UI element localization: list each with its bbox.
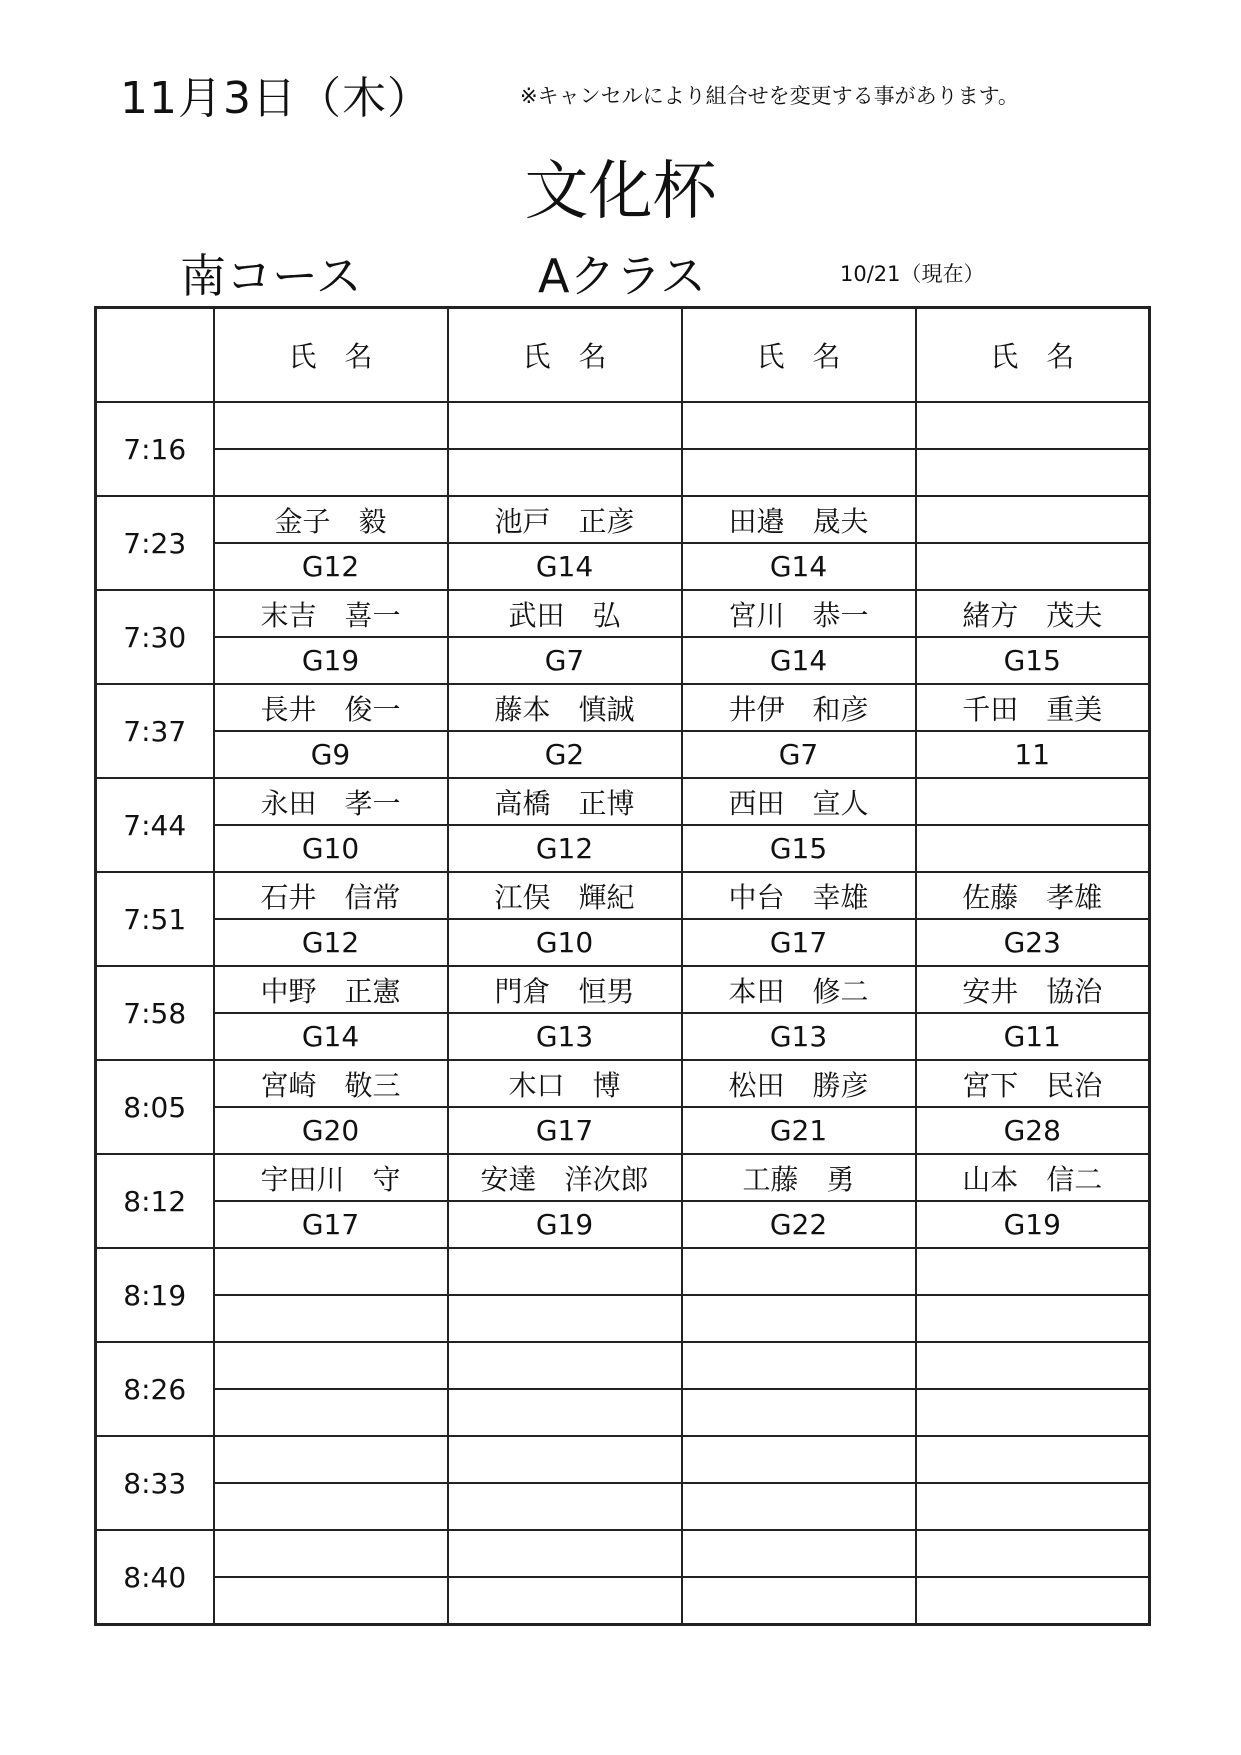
- table-row: [96, 1248, 1150, 1295]
- player-name-cell: [916, 496, 1150, 543]
- table-row: [96, 496, 1150, 543]
- table-row: [96, 402, 1150, 449]
- player-name-cell: 緒方 茂夫: [916, 590, 1150, 637]
- player-name-cell: 宇田川 守: [214, 1154, 448, 1201]
- table-row: [96, 825, 1150, 872]
- player-group-cell: [682, 1295, 916, 1342]
- player-group-cell: [916, 449, 1150, 496]
- player-group-cell: G17: [214, 1201, 448, 1248]
- player-name-cell: 本田 修二: [682, 966, 916, 1013]
- player-group-cell: [916, 825, 1150, 872]
- player-name-cell: 高橋 正博: [448, 778, 682, 825]
- table-row: [96, 590, 1150, 637]
- tee-time-cell: 7:23: [96, 496, 214, 590]
- player-group-cell: [682, 449, 916, 496]
- player-name-cell: 金子 毅: [214, 496, 448, 543]
- player-name-cell: [214, 1530, 448, 1577]
- player-group-cell: G7: [448, 637, 682, 684]
- player-group-cell: G15: [916, 637, 1150, 684]
- table-row: [96, 449, 1150, 496]
- table-row: [96, 731, 1150, 778]
- as-of-date: 10/21（現在）: [840, 262, 985, 286]
- tee-time-cell: 7:37: [96, 684, 214, 778]
- class-name: Aクラス: [538, 249, 707, 303]
- player-name-cell: 宮川 恭一: [682, 590, 916, 637]
- tee-time-cell: 8:26: [96, 1342, 214, 1436]
- player-name-cell: [214, 402, 448, 449]
- player-name-cell: [682, 1342, 916, 1389]
- player-group-cell: G21: [682, 1107, 916, 1154]
- tee-time-cell: 8:05: [96, 1060, 214, 1154]
- player-name-cell: [214, 1436, 448, 1483]
- event-date: 11月3日（木）: [120, 73, 432, 124]
- cancellation-notice: ※キャンセルにより組合せを変更する事があります。: [520, 84, 1019, 108]
- column-header: 氏 名: [916, 308, 1150, 403]
- player-name-cell: [448, 1530, 682, 1577]
- player-group-cell: [214, 449, 448, 496]
- tee-time-cell: 7:58: [96, 966, 214, 1060]
- tee-time-cell: 7:16: [96, 402, 214, 496]
- player-name-cell: 松田 勝彦: [682, 1060, 916, 1107]
- player-group-cell: G7: [682, 731, 916, 778]
- player-group-cell: G10: [448, 919, 682, 966]
- player-name-cell: 長井 俊一: [214, 684, 448, 731]
- player-group-cell: [916, 1389, 1150, 1436]
- player-group-cell: G11: [916, 1013, 1150, 1060]
- player-group-cell: [214, 1483, 448, 1530]
- player-group-cell: G15: [682, 825, 916, 872]
- player-name-cell: [448, 402, 682, 449]
- table-row: [96, 1060, 1150, 1107]
- player-group-cell: [916, 1483, 1150, 1530]
- event-title: 文化杯: [524, 155, 717, 229]
- tee-time-cell: 7:44: [96, 778, 214, 872]
- tee-time-cell: 8:40: [96, 1530, 214, 1625]
- player-name-cell: [916, 402, 1150, 449]
- player-name-cell: 宮下 民治: [916, 1060, 1150, 1107]
- column-header: 氏 名: [448, 308, 682, 403]
- tee-time-cell: 7:51: [96, 872, 214, 966]
- player-group-cell: G28: [916, 1107, 1150, 1154]
- tee-time-cell: 7:30: [96, 590, 214, 684]
- player-name-cell: 安井 協治: [916, 966, 1150, 1013]
- player-name-cell: [214, 1248, 448, 1295]
- player-group-cell: G12: [448, 825, 682, 872]
- player-group-cell: [214, 1295, 448, 1342]
- player-name-cell: 山本 信二: [916, 1154, 1150, 1201]
- player-name-cell: 工藤 勇: [682, 1154, 916, 1201]
- player-group-cell: G2: [448, 731, 682, 778]
- player-group-cell: G14: [448, 543, 682, 590]
- player-name-cell: [214, 1342, 448, 1389]
- player-group-cell: G22: [682, 1201, 916, 1248]
- player-group-cell: G23: [916, 919, 1150, 966]
- player-name-cell: 石井 信常: [214, 872, 448, 919]
- table-row: [96, 919, 1150, 966]
- player-name-cell: 池戸 正彦: [448, 496, 682, 543]
- column-header: 氏 名: [214, 308, 448, 403]
- player-group-cell: [214, 1389, 448, 1436]
- player-name-cell: [448, 1248, 682, 1295]
- player-name-cell: [682, 1530, 916, 1577]
- tee-time-cell: 8:12: [96, 1154, 214, 1248]
- table-row: [96, 1201, 1150, 1248]
- table-row: [96, 684, 1150, 731]
- player-name-cell: 宮崎 敬三: [214, 1060, 448, 1107]
- player-name-cell: 中台 幸雄: [682, 872, 916, 919]
- player-group-cell: [916, 1295, 1150, 1342]
- player-name-cell: [916, 1530, 1150, 1577]
- course-name: 南コース: [180, 249, 362, 303]
- player-group-cell: [448, 1389, 682, 1436]
- player-name-cell: 武田 弘: [448, 590, 682, 637]
- table-row: [96, 1107, 1150, 1154]
- player-group-cell: G20: [214, 1107, 448, 1154]
- player-name-cell: [916, 1342, 1150, 1389]
- player-name-cell: 木口 博: [448, 1060, 682, 1107]
- table-row: [96, 1013, 1150, 1060]
- player-group-cell: G10: [214, 825, 448, 872]
- player-name-cell: [682, 1248, 916, 1295]
- player-group-cell: [682, 1389, 916, 1436]
- table-row: [96, 1389, 1150, 1436]
- player-group-cell: [448, 449, 682, 496]
- player-name-cell: [916, 1436, 1150, 1483]
- player-group-cell: G14: [682, 543, 916, 590]
- player-group-cell: G19: [214, 637, 448, 684]
- player-group-cell: G12: [214, 543, 448, 590]
- player-group-cell: G14: [214, 1013, 448, 1060]
- player-group-cell: G12: [214, 919, 448, 966]
- table-row: [96, 778, 1150, 825]
- table-row: [96, 966, 1150, 1013]
- player-name-cell: 中野 正憲: [214, 966, 448, 1013]
- table-row: [96, 1577, 1150, 1625]
- player-name-cell: 西田 宣人: [682, 778, 916, 825]
- player-group-cell: [448, 1483, 682, 1530]
- player-group-cell: G17: [682, 919, 916, 966]
- table-row: [96, 543, 1150, 590]
- table-row: [96, 1483, 1150, 1530]
- player-group-cell: G13: [682, 1013, 916, 1060]
- player-name-cell: [448, 1342, 682, 1389]
- player-group-cell: 11: [916, 731, 1150, 778]
- player-name-cell: 門倉 恒男: [448, 966, 682, 1013]
- column-header: 氏 名: [682, 308, 916, 403]
- table-row: [96, 872, 1150, 919]
- player-name-cell: 千田 重美: [916, 684, 1150, 731]
- player-group-cell: [214, 1577, 448, 1625]
- player-name-cell: 井伊 和彦: [682, 684, 916, 731]
- table-row: [96, 1436, 1150, 1483]
- table-row: [96, 1154, 1150, 1201]
- player-name-cell: [448, 1436, 682, 1483]
- header-corner-cell: [96, 308, 214, 403]
- tee-time-cell: 8:33: [96, 1436, 214, 1530]
- player-name-cell: 安達 洋次郎: [448, 1154, 682, 1201]
- player-name-cell: 永田 孝一: [214, 778, 448, 825]
- table-header-row: [96, 308, 1150, 403]
- player-group-cell: G13: [448, 1013, 682, 1060]
- player-name-cell: 末吉 喜一: [214, 590, 448, 637]
- player-group-cell: G17: [448, 1107, 682, 1154]
- player-group-cell: G19: [448, 1201, 682, 1248]
- tee-time-cell: 8:19: [96, 1248, 214, 1342]
- player-group-cell: [682, 1483, 916, 1530]
- player-name-cell: 田邉 晟夫: [682, 496, 916, 543]
- table-row: [96, 1295, 1150, 1342]
- table-body: [96, 402, 1150, 1625]
- table-row: [96, 1342, 1150, 1389]
- player-group-cell: [448, 1577, 682, 1625]
- player-group-cell: G14: [682, 637, 916, 684]
- player-name-cell: [916, 1248, 1150, 1295]
- player-name-cell: [916, 778, 1150, 825]
- table-row: [96, 637, 1150, 684]
- table-row: [96, 1530, 1150, 1577]
- tee-time-table: [94, 306, 1151, 1626]
- player-name-cell: 藤本 慎誠: [448, 684, 682, 731]
- player-group-cell: [916, 1577, 1150, 1625]
- player-name-cell: [682, 1436, 916, 1483]
- player-group-cell: [682, 1577, 916, 1625]
- player-name-cell: [682, 402, 916, 449]
- player-group-cell: [916, 543, 1150, 590]
- player-name-cell: 江俣 輝紀: [448, 872, 682, 919]
- player-group-cell: G19: [916, 1201, 1150, 1248]
- player-group-cell: [448, 1295, 682, 1342]
- player-name-cell: 佐藤 孝雄: [916, 872, 1150, 919]
- player-group-cell: G9: [214, 731, 448, 778]
